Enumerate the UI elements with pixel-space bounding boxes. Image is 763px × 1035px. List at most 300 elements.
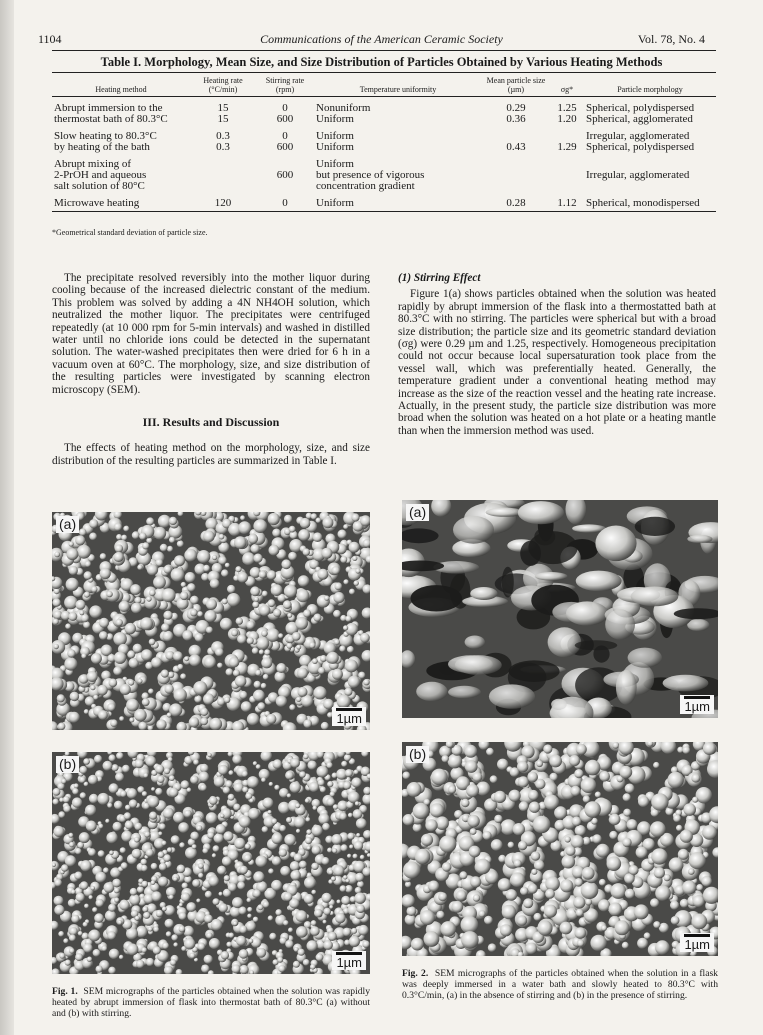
particle — [333, 865, 344, 876]
table-cell: Spherical, monodispersed — [584, 192, 716, 212]
particle — [347, 833, 354, 840]
table-cell: Uniform — [314, 192, 482, 212]
scale-bar — [680, 695, 714, 714]
particle — [205, 891, 212, 898]
particle — [473, 772, 483, 782]
particle — [114, 652, 126, 664]
particle — [264, 649, 270, 655]
particle — [528, 790, 539, 801]
particle — [91, 886, 95, 890]
particle — [173, 812, 184, 823]
particle — [321, 548, 332, 559]
particle — [94, 755, 102, 763]
particle — [179, 903, 183, 907]
particle — [182, 883, 188, 889]
particle — [167, 546, 173, 552]
particle — [692, 797, 698, 803]
particle — [670, 901, 679, 910]
particle — [99, 618, 109, 628]
particle — [88, 775, 98, 785]
scale-label: 1µm — [336, 711, 362, 726]
particle — [114, 888, 120, 894]
particle — [236, 617, 243, 624]
particle — [190, 596, 199, 605]
particle — [634, 904, 649, 919]
particle — [250, 567, 261, 578]
particle — [74, 783, 79, 788]
table-cell: Spherical, agglomerated — [586, 113, 693, 125]
particle — [261, 657, 272, 668]
particle — [96, 966, 103, 973]
particle — [323, 920, 327, 924]
particle — [116, 752, 123, 759]
particle — [257, 702, 265, 710]
panel-label: (a) — [406, 504, 429, 521]
particle — [54, 644, 59, 649]
particle — [269, 782, 273, 786]
particle — [253, 889, 261, 897]
particle — [430, 803, 444, 817]
particle — [344, 754, 351, 761]
particle — [113, 822, 122, 831]
table-cell — [482, 125, 550, 142]
particle — [116, 619, 123, 626]
particle — [355, 568, 360, 573]
col-header: Temperature uniformity — [314, 73, 482, 97]
particle — [163, 808, 174, 819]
particle — [351, 928, 357, 934]
particle — [89, 519, 98, 528]
particle — [141, 865, 148, 872]
table-footnote: *Geometrical standard deviation of particle size. — [52, 228, 208, 237]
particle — [354, 770, 359, 775]
particle — [311, 863, 318, 870]
particle — [348, 813, 353, 818]
particle — [77, 545, 91, 559]
left-column — [52, 272, 370, 467]
particle — [164, 565, 172, 573]
particle — [209, 938, 220, 949]
particle — [112, 879, 121, 888]
particle — [683, 803, 696, 816]
particle — [420, 910, 435, 925]
table-cell: Uniform — [316, 113, 354, 125]
particle — [288, 552, 297, 561]
particle — [153, 927, 159, 933]
particle — [298, 949, 305, 956]
particle — [486, 748, 494, 756]
particle — [560, 879, 573, 892]
particle — [609, 831, 617, 839]
particle — [145, 756, 156, 767]
particle — [334, 639, 340, 645]
particle — [296, 645, 301, 650]
fig1a-micrograph — [52, 512, 370, 730]
particle — [103, 761, 113, 771]
particle — [146, 849, 154, 857]
particle — [285, 771, 294, 780]
particle — [654, 867, 665, 878]
particle — [341, 761, 347, 767]
particle — [311, 825, 322, 836]
particle — [186, 902, 196, 912]
particle — [290, 782, 301, 793]
particle — [142, 542, 149, 549]
particle — [577, 939, 584, 946]
particle — [219, 903, 228, 912]
particle — [232, 755, 242, 765]
particle — [179, 842, 185, 848]
particle — [318, 813, 329, 824]
agglomerate — [453, 516, 494, 544]
particle — [80, 792, 86, 798]
particle — [157, 776, 164, 783]
particle — [544, 795, 559, 810]
particle — [320, 655, 327, 662]
particle — [229, 933, 235, 939]
particle — [327, 652, 339, 664]
particle — [254, 597, 259, 602]
particle — [226, 668, 234, 676]
particle — [192, 844, 197, 849]
table-cell: 0.28 — [482, 192, 550, 212]
particle — [261, 683, 267, 689]
particle — [322, 823, 330, 831]
particle — [89, 605, 102, 618]
particle — [143, 912, 150, 919]
particle — [223, 831, 233, 841]
particle — [363, 679, 369, 685]
particle — [281, 559, 291, 569]
particle — [272, 833, 283, 844]
particle — [193, 681, 207, 695]
particle — [177, 865, 186, 874]
particle — [129, 717, 134, 722]
particle — [142, 791, 147, 796]
particle — [311, 890, 316, 895]
particle — [65, 855, 76, 866]
particle — [494, 815, 502, 823]
particle — [609, 903, 623, 917]
particle — [306, 829, 311, 834]
particle — [217, 866, 226, 875]
particle — [118, 920, 123, 925]
volume-info: Vol. 78, No. 4 — [637, 32, 705, 46]
particle — [167, 847, 172, 852]
particle — [273, 609, 281, 617]
particle — [180, 673, 186, 679]
particle — [71, 915, 79, 923]
particle — [263, 674, 269, 680]
particle — [242, 771, 248, 777]
particle — [218, 556, 227, 565]
particle — [438, 892, 447, 901]
particle — [171, 568, 185, 582]
particle — [297, 668, 308, 679]
particle — [239, 691, 247, 699]
particle — [75, 535, 85, 545]
particle — [269, 545, 280, 556]
particle — [217, 698, 225, 706]
table-cell — [550, 153, 584, 170]
particle — [114, 523, 122, 531]
panel-label: (b) — [406, 746, 429, 763]
particle — [91, 653, 102, 664]
particle — [313, 614, 321, 622]
col-header: Heating rate (°C/min) — [190, 73, 256, 97]
particle — [287, 613, 292, 618]
table-cell — [256, 153, 314, 170]
particle — [570, 786, 580, 796]
table-cell: Slow heating to 80.3°C — [54, 130, 157, 142]
particle — [199, 772, 210, 783]
particle — [129, 894, 140, 905]
particle — [110, 719, 118, 727]
particle — [253, 554, 262, 563]
agglomerate — [455, 655, 502, 675]
particle — [355, 873, 364, 882]
particle — [533, 816, 551, 834]
particle — [91, 586, 97, 592]
particle — [248, 939, 253, 944]
table-cell: 1.12 — [550, 192, 584, 212]
particle — [357, 881, 364, 888]
particle — [259, 649, 264, 654]
particle — [69, 927, 77, 935]
particle — [97, 685, 108, 696]
particle — [130, 888, 138, 896]
particle — [151, 787, 155, 791]
particle — [69, 541, 74, 546]
particle — [448, 785, 456, 793]
particle — [311, 920, 317, 926]
table-cell — [256, 181, 314, 192]
particle — [81, 653, 86, 658]
table-row — [52, 192, 716, 212]
particle — [435, 816, 449, 830]
particle — [206, 932, 212, 938]
particle — [54, 896, 64, 906]
particle — [108, 904, 116, 912]
particle — [289, 526, 296, 533]
particle — [181, 780, 190, 789]
particle — [491, 839, 503, 851]
particle — [161, 670, 169, 678]
particle — [221, 951, 229, 959]
table-cell: Spherical, polydispersed — [586, 141, 695, 153]
particle — [689, 852, 706, 869]
particle — [312, 845, 321, 854]
scale-bar — [332, 707, 366, 726]
particle — [200, 784, 207, 791]
table-cell: 0.3 — [216, 141, 230, 153]
particle — [177, 664, 183, 670]
particle — [195, 633, 204, 642]
particle — [622, 942, 629, 949]
particle — [95, 872, 106, 883]
particle — [203, 531, 215, 543]
particle — [65, 960, 71, 966]
particle — [584, 801, 601, 818]
particle — [592, 834, 601, 843]
agglomerate — [576, 571, 622, 592]
particle — [338, 530, 347, 539]
table-cell: Microwave heating — [52, 192, 190, 212]
particle — [113, 666, 122, 675]
table-cell — [482, 181, 550, 192]
particle — [74, 872, 82, 880]
particle — [680, 830, 693, 843]
particle — [227, 593, 241, 607]
particle — [69, 566, 78, 575]
particle — [344, 688, 352, 696]
particle — [337, 900, 341, 904]
table-cell: Abrupt immersion to the — [54, 102, 163, 114]
agglomerate — [486, 508, 524, 517]
particle — [85, 805, 96, 816]
particle — [84, 571, 92, 579]
particle — [307, 846, 311, 850]
particle — [233, 804, 240, 811]
particle — [174, 688, 187, 701]
particle — [341, 896, 350, 905]
particle — [54, 879, 62, 887]
particle — [173, 942, 178, 947]
particle — [203, 565, 210, 572]
particle — [200, 764, 209, 773]
section-heading: III. Results and Discussion — [142, 415, 280, 430]
particle — [461, 916, 479, 934]
particle — [303, 754, 309, 760]
particle — [170, 959, 176, 965]
particle — [543, 744, 552, 753]
particle — [278, 802, 290, 814]
particle — [529, 802, 540, 813]
particle — [233, 921, 238, 926]
particle — [271, 584, 283, 596]
particle — [322, 893, 332, 903]
particle — [151, 657, 162, 668]
particle — [68, 612, 77, 621]
agglomerate — [489, 684, 535, 708]
particle — [598, 899, 610, 911]
particle — [247, 907, 252, 912]
particle — [193, 759, 199, 765]
col-header: σg* — [550, 73, 584, 97]
particle — [247, 776, 259, 788]
particle — [268, 868, 274, 874]
particle — [119, 955, 124, 960]
particle — [167, 713, 172, 718]
table-cell: 1.25 — [557, 102, 577, 114]
particle — [403, 814, 415, 826]
particle — [161, 841, 166, 846]
particle — [115, 544, 123, 552]
particle — [63, 938, 68, 943]
fig2a-micrograph — [402, 500, 718, 718]
particle — [276, 696, 287, 707]
particle — [70, 692, 80, 702]
particle — [339, 646, 345, 652]
col-header: Heating method — [52, 73, 190, 97]
particle — [349, 845, 353, 849]
particle — [581, 882, 599, 900]
particle — [143, 773, 148, 778]
particle — [209, 796, 218, 805]
particle — [58, 931, 64, 937]
particle — [178, 822, 189, 833]
particle — [236, 936, 246, 946]
particle — [328, 870, 333, 875]
particle — [266, 714, 276, 724]
particle — [668, 772, 684, 788]
particle — [116, 534, 122, 540]
particle — [134, 837, 140, 843]
particle — [488, 943, 497, 952]
particle — [268, 915, 273, 920]
particle — [141, 649, 153, 661]
particle — [625, 889, 635, 899]
particle — [290, 861, 300, 871]
particle — [349, 589, 355, 595]
subsection-heading: (1) Stirring Effect — [398, 272, 481, 284]
particle — [142, 906, 148, 912]
table-cell: Uniform — [316, 141, 354, 153]
particle — [562, 855, 576, 869]
particle — [107, 931, 116, 940]
particle — [53, 799, 59, 805]
particle — [83, 758, 90, 765]
particle — [278, 633, 283, 638]
particle — [425, 819, 437, 831]
particle — [333, 592, 344, 603]
particle — [288, 928, 293, 933]
particle — [497, 759, 508, 770]
agglomerate — [628, 648, 662, 668]
particle — [232, 964, 241, 973]
particle — [321, 722, 329, 730]
particle — [146, 958, 154, 966]
particle — [342, 928, 351, 937]
particle — [517, 915, 528, 926]
particle — [332, 669, 343, 680]
particle — [208, 876, 219, 887]
particle — [174, 555, 185, 566]
particle — [204, 955, 213, 964]
particle — [289, 704, 295, 710]
particle — [402, 894, 415, 907]
particle — [83, 922, 88, 927]
particle — [294, 853, 303, 862]
particle — [250, 586, 260, 596]
particle — [221, 569, 229, 577]
particle — [298, 687, 308, 697]
particle — [439, 835, 456, 852]
particle — [139, 533, 146, 540]
particle — [69, 948, 75, 954]
table-cell — [584, 181, 716, 192]
particle — [345, 616, 351, 622]
fig2b-micrograph — [402, 742, 718, 956]
particle — [300, 518, 311, 529]
particle — [688, 868, 695, 875]
particle — [351, 513, 359, 521]
particle — [234, 838, 245, 849]
particle — [278, 965, 285, 972]
particle — [149, 639, 156, 646]
particle — [135, 597, 142, 604]
particle — [313, 806, 318, 811]
